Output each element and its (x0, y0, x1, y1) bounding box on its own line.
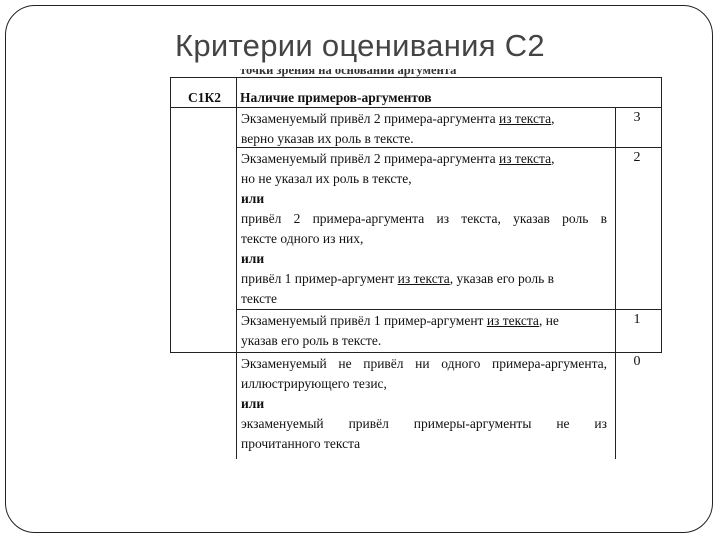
header-name: Наличие примеров-аргументов (240, 90, 432, 105)
table-line (170, 352, 236, 353)
underlined-phrase: из текста (498, 151, 552, 166)
text-fragment: Экзаменуемый привёл 2 примера-аргумента (241, 111, 499, 126)
criteria-text-line: экзаменуемый привёл примеры-аргументы не из (241, 416, 607, 431)
header-code: С1К2 (188, 90, 222, 105)
criteria-text-line: верно указав их роль в тексте. (241, 131, 414, 146)
criteria-text-line (241, 109, 607, 129)
text-fragment: , не (538, 313, 559, 328)
slide-title: Критерии оценивания С2 (175, 28, 545, 63)
criteria-text-line: или (241, 396, 265, 411)
row-score: 3 (633, 110, 641, 125)
text-fragment: , указав его роль в (449, 271, 554, 286)
criteria-text-line: тексте одного из них, (241, 231, 364, 246)
criteria-text-line: Экзаменуемый не привёл ни одного примера-аргумента, (241, 356, 607, 371)
criteria-text-line: прочитанного текста (241, 436, 361, 451)
row-score: 1 (633, 312, 641, 327)
table-line (236, 77, 237, 459)
text-fragment: привёл 1 пример-аргумент (241, 271, 398, 286)
criteria-text-line (241, 311, 607, 331)
table-line (170, 77, 171, 353)
criteria-text-line: указав его роль в тексте. (241, 333, 382, 348)
criteria-text-line: тексте (241, 291, 277, 306)
criteria-text-line (241, 269, 607, 289)
table-line (170, 77, 662, 78)
text-fragment: Экзаменуемый привёл 2 примера-аргумента (241, 151, 499, 166)
criteria-text-line (241, 149, 607, 169)
criteria-table (170, 69, 662, 459)
criteria-text-line: привёл 2 примера-аргумента из текста, указав роль в (241, 211, 607, 226)
underlined-phrase: из текста (498, 111, 552, 126)
criteria-text-line: или (241, 251, 265, 266)
criteria-text-line: или (241, 191, 265, 206)
table-line (661, 77, 662, 353)
row-score: 0 (633, 354, 641, 369)
criteria-text-line: иллюстрирующего тезис, (241, 376, 387, 391)
underlined-phrase: из текста (486, 313, 539, 328)
table-line (236, 309, 662, 310)
criteria-text-line: но не указал их роль в тексте, (241, 171, 412, 186)
table-line (615, 107, 616, 459)
text-fragment: , (551, 111, 555, 126)
cut-off-row-text: точки зрения на основании аргумента (240, 69, 457, 77)
table-line (236, 352, 662, 353)
text-fragment: Экзаменуемый привёл 1 пример-аргумент (241, 313, 487, 328)
text-fragment: , (551, 151, 555, 166)
row-score: 2 (633, 150, 641, 165)
underlined-phrase: из текста (397, 271, 450, 286)
